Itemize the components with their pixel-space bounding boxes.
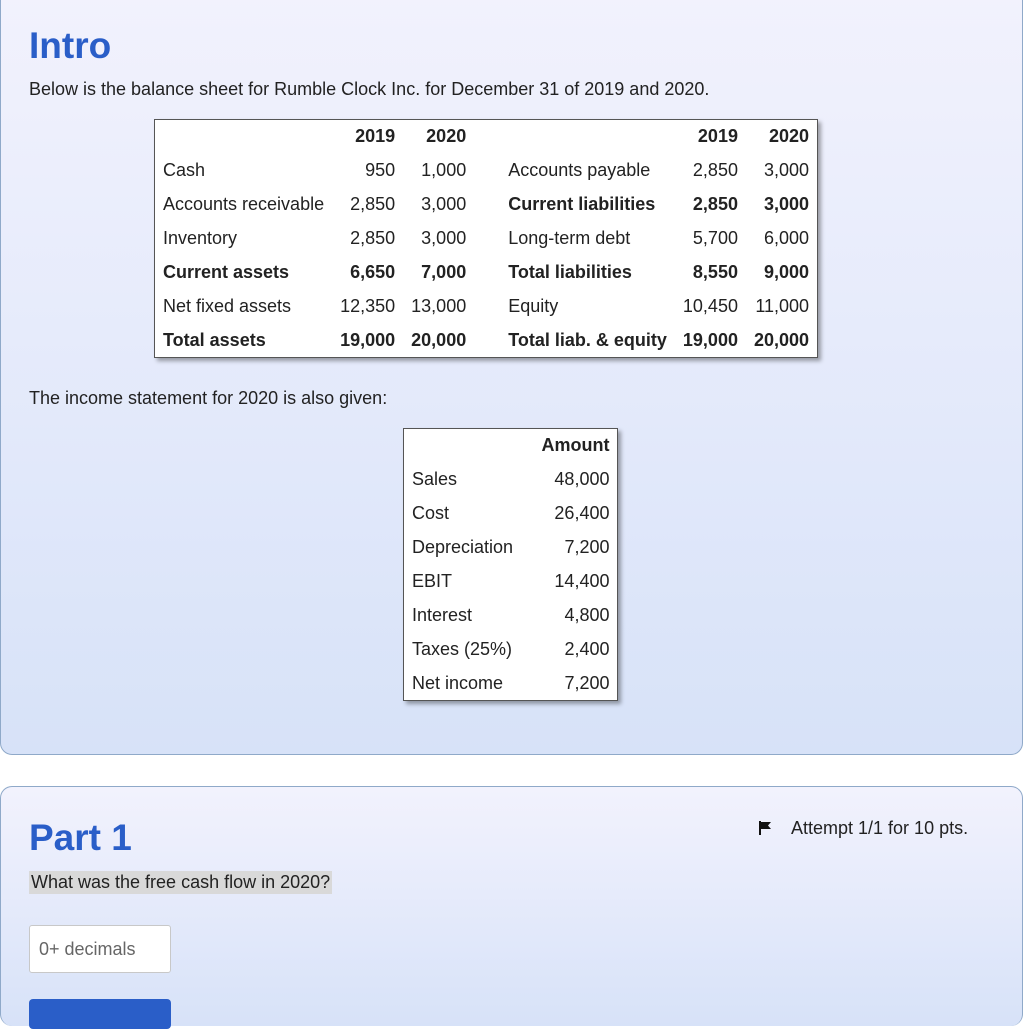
income-statement-table bbox=[403, 428, 618, 701]
bs-header-assets-2019: 2019 bbox=[355, 126, 396, 147]
bs-liability-label: Current liabilities bbox=[508, 194, 656, 214]
intro-heading: Intro bbox=[29, 25, 112, 66]
bs-asset-2019: 950 bbox=[365, 160, 396, 180]
part1-heading: Part 1 bbox=[29, 817, 132, 858]
bs-asset-label: Cash bbox=[163, 160, 206, 180]
income-statement-row bbox=[404, 667, 618, 701]
balance-sheet-intro-text: Below is the balance sheet for Rumble Clock Inc. for December 31 of 2019 and 2020. bbox=[29, 79, 710, 99]
bs-liability-2020: 3,000 bbox=[763, 194, 810, 214]
bs-liability-label: Accounts payable bbox=[508, 160, 651, 180]
flag-icon[interactable] bbox=[758, 820, 774, 836]
bs-liability-2019: 19,000 bbox=[682, 329, 738, 350]
income-statement-row bbox=[404, 633, 618, 667]
income-statement-row bbox=[404, 565, 618, 599]
bs-liability-2019: 2,850 bbox=[692, 194, 738, 214]
bs-header-blank bbox=[155, 120, 333, 154]
bs-asset-label: Net fixed assets bbox=[163, 296, 292, 316]
bs-header-assets-2020: 2020 bbox=[426, 126, 467, 147]
is-header-blank bbox=[404, 429, 534, 463]
bs-liability-2020: 9,000 bbox=[763, 262, 810, 282]
bs-header-liab-2019: 2019 bbox=[697, 126, 738, 147]
is-label: Depreciation bbox=[412, 537, 514, 557]
is-label: Interest bbox=[412, 605, 473, 625]
is-value: 7,200 bbox=[564, 672, 610, 693]
balance-sheet-row bbox=[155, 188, 818, 222]
bs-asset-2019: 6,650 bbox=[350, 262, 396, 282]
income-statement-row bbox=[404, 497, 618, 531]
balance-sheet-row bbox=[155, 290, 818, 324]
income-statement-intro-text: The income statement for 2020 is also given: bbox=[29, 388, 388, 408]
bs-liability-label: Long-term debt bbox=[508, 228, 631, 248]
bs-asset-2019: 2,850 bbox=[350, 194, 396, 214]
bs-liability-2020: 11,000 bbox=[755, 296, 810, 316]
bs-asset-2020: 3,000 bbox=[421, 228, 467, 248]
attempt-info: Attempt 1/1 for 10 pts. bbox=[791, 818, 969, 838]
balance-sheet-row bbox=[155, 222, 818, 256]
bs-liability-2020: 3,000 bbox=[763, 160, 810, 180]
bs-liability-2020: 20,000 bbox=[753, 329, 810, 350]
is-value: 2,400 bbox=[564, 639, 610, 659]
balance-sheet-header-row bbox=[155, 120, 818, 154]
bs-asset-2020: 7,000 bbox=[421, 262, 467, 282]
bs-asset-2019: 19,000 bbox=[340, 329, 396, 350]
is-value: 14,400 bbox=[554, 571, 610, 591]
balance-sheet-table bbox=[154, 119, 818, 358]
bs-liability-2019: 8,550 bbox=[692, 262, 738, 282]
is-label: Net income bbox=[412, 672, 504, 693]
bs-liability-2020: 6,000 bbox=[763, 228, 810, 248]
bs-asset-2020: 3,000 bbox=[421, 194, 467, 214]
is-value: 26,400 bbox=[554, 503, 610, 523]
bs-asset-label: Current assets bbox=[163, 262, 290, 282]
bs-asset-2020: 1,000 bbox=[421, 160, 467, 180]
bs-liability-2019: 2,850 bbox=[692, 160, 738, 180]
bs-liability-label: Total liab. & equity bbox=[508, 329, 667, 350]
is-label: Taxes (25%) bbox=[412, 639, 513, 659]
question-text: What was the free cash flow in 2020? bbox=[31, 872, 331, 892]
part1-card bbox=[0, 786, 1023, 1026]
income-statement-header-row bbox=[404, 429, 618, 463]
bs-liability-2019: 10,450 bbox=[682, 296, 738, 316]
bs-asset-2020: 13,000 bbox=[411, 296, 467, 316]
is-value: 48,000 bbox=[554, 469, 610, 489]
bs-asset-2019: 12,350 bbox=[340, 296, 396, 316]
is-label: Cost bbox=[412, 503, 450, 523]
income-statement-row bbox=[404, 599, 618, 633]
balance-sheet-row bbox=[155, 324, 818, 358]
is-header-amount: Amount bbox=[541, 435, 610, 456]
bs-asset-label: Accounts receivable bbox=[163, 194, 325, 214]
bs-header-blank bbox=[474, 120, 675, 154]
income-statement-row bbox=[404, 463, 618, 497]
answer-input[interactable] bbox=[29, 925, 171, 973]
bs-liability-2019: 5,700 bbox=[692, 228, 738, 248]
is-value: 4,800 bbox=[564, 605, 610, 625]
bs-liability-label: Total liabilities bbox=[508, 262, 632, 282]
bs-header-liab-2020: 2020 bbox=[768, 126, 810, 147]
submit-button[interactable] bbox=[29, 999, 171, 1029]
bs-asset-label: Total assets bbox=[163, 329, 266, 350]
bs-asset-2020: 20,000 bbox=[411, 329, 467, 350]
balance-sheet-row bbox=[155, 256, 818, 290]
balance-sheet-row bbox=[155, 154, 818, 188]
is-label: Sales bbox=[412, 469, 458, 489]
is-value: 7,200 bbox=[564, 537, 610, 557]
bs-liability-label: Equity bbox=[508, 296, 559, 316]
is-label: EBIT bbox=[412, 571, 453, 591]
income-statement-row bbox=[404, 531, 618, 565]
bs-asset-label: Inventory bbox=[163, 228, 238, 248]
bs-asset-2019: 2,850 bbox=[350, 228, 396, 248]
